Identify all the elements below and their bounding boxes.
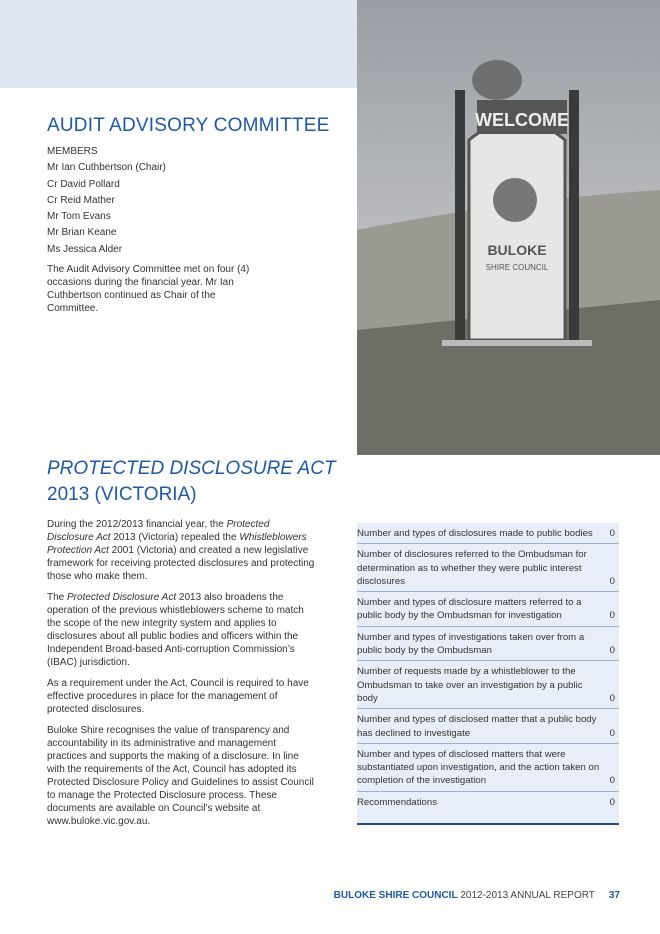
member: Mr Tom Evans bbox=[47, 211, 111, 223]
member: Ms Jessica Alder bbox=[47, 243, 123, 255]
welcome-sign-photo bbox=[357, 0, 660, 455]
pda-body bbox=[47, 518, 317, 836]
member: Mr Brian Keane bbox=[47, 227, 117, 239]
paragraph: The Protected Disclosure Act 2013 also broadens the operation of the previous whistleblowers scheme to match the scope of the new integrity system and applies to disclosures about all public bodies and officers within the Independent Broad-based Anti-corruption Commission’s (IBAC) jurisdiction. bbox=[47, 592, 304, 668]
page-number: 37 bbox=[608, 890, 620, 901]
audit-title: AUDIT ADVISORY COMMITTEE bbox=[47, 115, 330, 136]
member: Cr David Pollard bbox=[47, 178, 120, 190]
member: Cr Reid Mather bbox=[47, 194, 115, 206]
table-row: Number and types of disclosures made to public bodies 0 bbox=[357, 523, 619, 544]
logo-name: BULOKE bbox=[487, 242, 547, 258]
paragraph: Buloke Shire recognises the value of transparency and accountability in its administrative and management practices and supports the making of a disclosure. In line with the requirements of the Act, Council has adopted its Protected Disclosure Policy and Guidelines to assist Council to manage the Protected Disclosure process. These documents are available on Council’s website at www.buloke.vic.gov.au. bbox=[47, 725, 314, 827]
paragraph: As a requirement under the Act, Council is required to have effective procedures in place for the management of protected disclosures. bbox=[47, 678, 309, 715]
footer-row bbox=[334, 890, 620, 901]
member: Mr Ian Cuthbertson (Chair) bbox=[47, 162, 166, 174]
pda-title-line2: 2013 (VICTORIA) bbox=[47, 484, 197, 505]
footer: BULOKE SHIRE COUNCIL 2012-2013 ANNUAL REPORT bbox=[333, 890, 595, 901]
pda-title-line1: PROTECTED DISCLOSURE ACT bbox=[47, 458, 336, 479]
pda-title bbox=[47, 456, 336, 508]
table-row: Number and types of disclosure matters referred to a public body by the Ombudsman for investigation 0 bbox=[357, 592, 619, 627]
members-list bbox=[47, 144, 166, 258]
table-row: Number and types of disclosed matters that were substantiated upon investigation, and the action taken on completion of the investigation 0 bbox=[357, 744, 619, 792]
sign-welcome-text: WELCOME bbox=[475, 110, 569, 130]
table-row: Number and types of disclosed matter that a public body has declined to investigate 0 bbox=[357, 709, 619, 744]
members-label: MEMBERS bbox=[47, 146, 98, 157]
table-row: Number of disclosures referred to the Ombudsman for determination as to whether they were public interest disclosures 0 bbox=[357, 544, 619, 592]
paragraph: During the 2012/2013 financial year, the Protected Disclosure Act 2013 (Victoria) repealed the Whistleblowers Protection Act 2001 (Victoria) and created a new legislative framework for receiving protected disclosures and protecting those who make them. bbox=[47, 519, 315, 582]
audit-text: The Audit Advisory Committee met on four (4) occasions during the financial year. Mr Ian Cuthbertson continued as Chair of the Committee. bbox=[47, 264, 250, 314]
table-row: Number of requests made by a whistleblower to the Ombudsman to take over an investigation by a public body 0 bbox=[357, 661, 619, 709]
disclosures-table bbox=[357, 523, 619, 825]
logo-sub: SHIRE COUNCIL bbox=[485, 263, 549, 272]
table-row: Number and types of investigations taken over from a public body by the Ombudsman 0 bbox=[357, 627, 619, 662]
header-band bbox=[0, 0, 357, 88]
table-row: Recommendations 0 bbox=[357, 792, 619, 825]
